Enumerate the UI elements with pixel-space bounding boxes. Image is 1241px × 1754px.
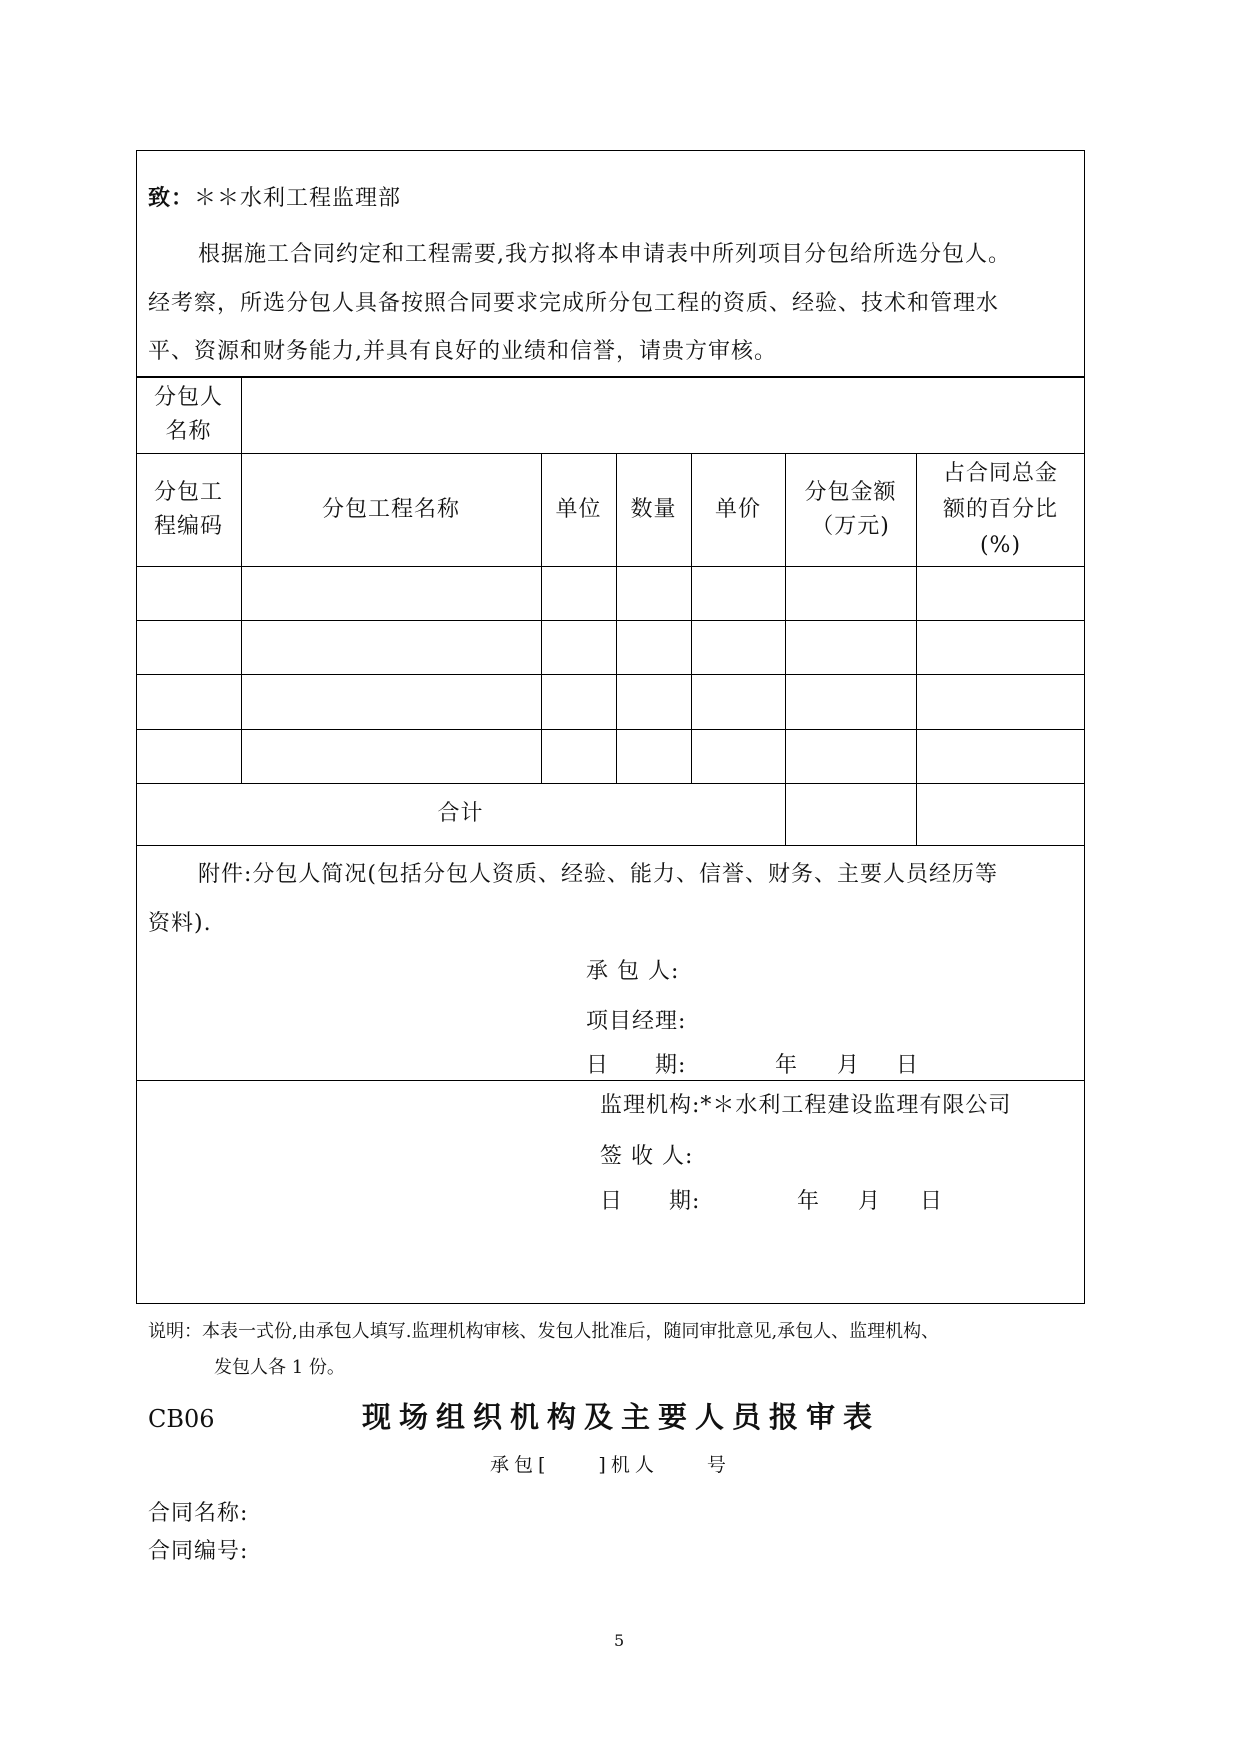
cell-quantity[interactable] [616, 566, 691, 620]
header-code [136, 453, 241, 566]
form-title: 现场组织机构及主要人员报审表 [362, 1400, 881, 1434]
supervision-date-month: 月 [858, 1189, 882, 1214]
contractor-date-month: 月 [837, 1053, 861, 1078]
header-line: 额的百分比 [942, 496, 1058, 522]
row-divider [136, 1080, 1085, 1081]
header-line: （万元) [811, 513, 890, 539]
cell-name[interactable] [241, 566, 541, 620]
header-line: 占合同总金 [942, 460, 1058, 486]
subcontractor-name-field[interactable] [242, 377, 1084, 453]
attachment-line1: 附件:分包人简况(包括分包人资质、经验、能力、信誉、财务、主要人员经历等 [198, 862, 998, 887]
header-unit: 单位 [555, 496, 602, 522]
note-line1: 说明：本表一式份,由承包人填写.监理机构审核、发包人批准后，随同审批意见,承包人、监理机构、 [148, 1321, 940, 1342]
cell-amount[interactable] [785, 566, 916, 620]
cell-percent[interactable] [916, 674, 1085, 729]
header-amount [785, 453, 916, 566]
cell-amount[interactable] [785, 620, 916, 674]
cell-unit-price[interactable] [691, 566, 785, 620]
attachment-line2: 资料). [148, 911, 212, 936]
cell-unit-price[interactable] [691, 729, 785, 783]
cell-amount[interactable] [785, 674, 916, 729]
supervision-date-day: 日 [920, 1189, 944, 1214]
contractor-label: 承 包 人: [586, 959, 680, 984]
label-line: 名称 [165, 419, 212, 444]
cell-percent[interactable] [916, 729, 1085, 783]
cell-code[interactable] [136, 566, 241, 620]
subcontractor-name-label [136, 377, 241, 453]
header-line: 分包金额 [804, 479, 897, 505]
cell-unit[interactable] [541, 620, 616, 674]
supervision-date-year: 年 [797, 1189, 821, 1214]
page-number: 5 [614, 1631, 625, 1650]
cell-quantity[interactable] [616, 620, 691, 674]
total-percent[interactable] [916, 783, 1085, 845]
cell-name[interactable] [241, 674, 541, 729]
cell-amount[interactable] [785, 729, 916, 783]
cell-unit[interactable] [541, 566, 616, 620]
header-quantity: 数量 [630, 496, 677, 522]
header-line: (%) [979, 532, 1022, 558]
total-label: 合计 [437, 801, 484, 826]
contract-number-label: 合同编号: [148, 1539, 249, 1564]
header-name: 分包工程名称 [321, 496, 460, 522]
form-number-line: 承包[ ]机人 号 [490, 1454, 731, 1476]
cell-code[interactable] [136, 729, 241, 783]
contractor-date-label: 日 期: [586, 1053, 687, 1078]
supervision-org-line [600, 1094, 1011, 1118]
header-unit-price: 单价 [714, 496, 761, 522]
contract-name-label: 合同名称: [148, 1501, 249, 1526]
label-line: 分包人 [153, 385, 223, 410]
cell-unit[interactable] [541, 729, 616, 783]
addressee-line [148, 186, 401, 211]
supervision-date-label: 日 期: [600, 1189, 701, 1214]
to-recipient: ＊＊水利工程监理部 [194, 186, 402, 211]
cell-unit[interactable] [541, 674, 616, 729]
letter-body-line2: 经考察，所选分包人具备按照合同要求完成所分包工程的资质、经验、技术和管理水 [148, 291, 1000, 316]
cell-unit-price[interactable] [691, 674, 785, 729]
cell-percent[interactable] [916, 566, 1085, 620]
to-label: 致： [148, 185, 195, 211]
project-manager-label: 项目经理: [586, 1009, 687, 1034]
note-line2: 发包人各 1 份。 [214, 1357, 345, 1378]
receiver-label: 签 收 人: [600, 1144, 694, 1169]
header-line: 程编码 [153, 513, 223, 539]
supervision-org-label: 监理机构: [600, 1093, 701, 1118]
total-amount[interactable] [785, 783, 916, 845]
row-divider [136, 845, 1085, 846]
cell-unit-price[interactable] [691, 620, 785, 674]
cell-quantity[interactable] [616, 674, 691, 729]
cell-percent[interactable] [916, 620, 1085, 674]
supervision-org-name: *＊水利工程建设监理有限公司 [700, 1093, 1012, 1118]
contractor-date-day: 日 [896, 1053, 920, 1078]
letter-body-line3: 平、资源和财务能力,并具有良好的业绩和信誉，请贵方审核。 [148, 339, 777, 364]
contractor-date-year: 年 [775, 1053, 799, 1078]
header-percent [916, 453, 1085, 566]
cell-code[interactable] [136, 620, 241, 674]
cell-quantity[interactable] [616, 729, 691, 783]
header-line: 分包工 [153, 479, 223, 505]
cell-name[interactable] [241, 729, 541, 783]
cell-code[interactable] [136, 674, 241, 729]
cell-name[interactable] [241, 620, 541, 674]
form-code: CB06 [148, 1405, 215, 1433]
letter-body-line1: 根据施工合同约定和工程需要,我方拟将本申请表中所列项目分包给所选分包人。 [198, 242, 1011, 267]
